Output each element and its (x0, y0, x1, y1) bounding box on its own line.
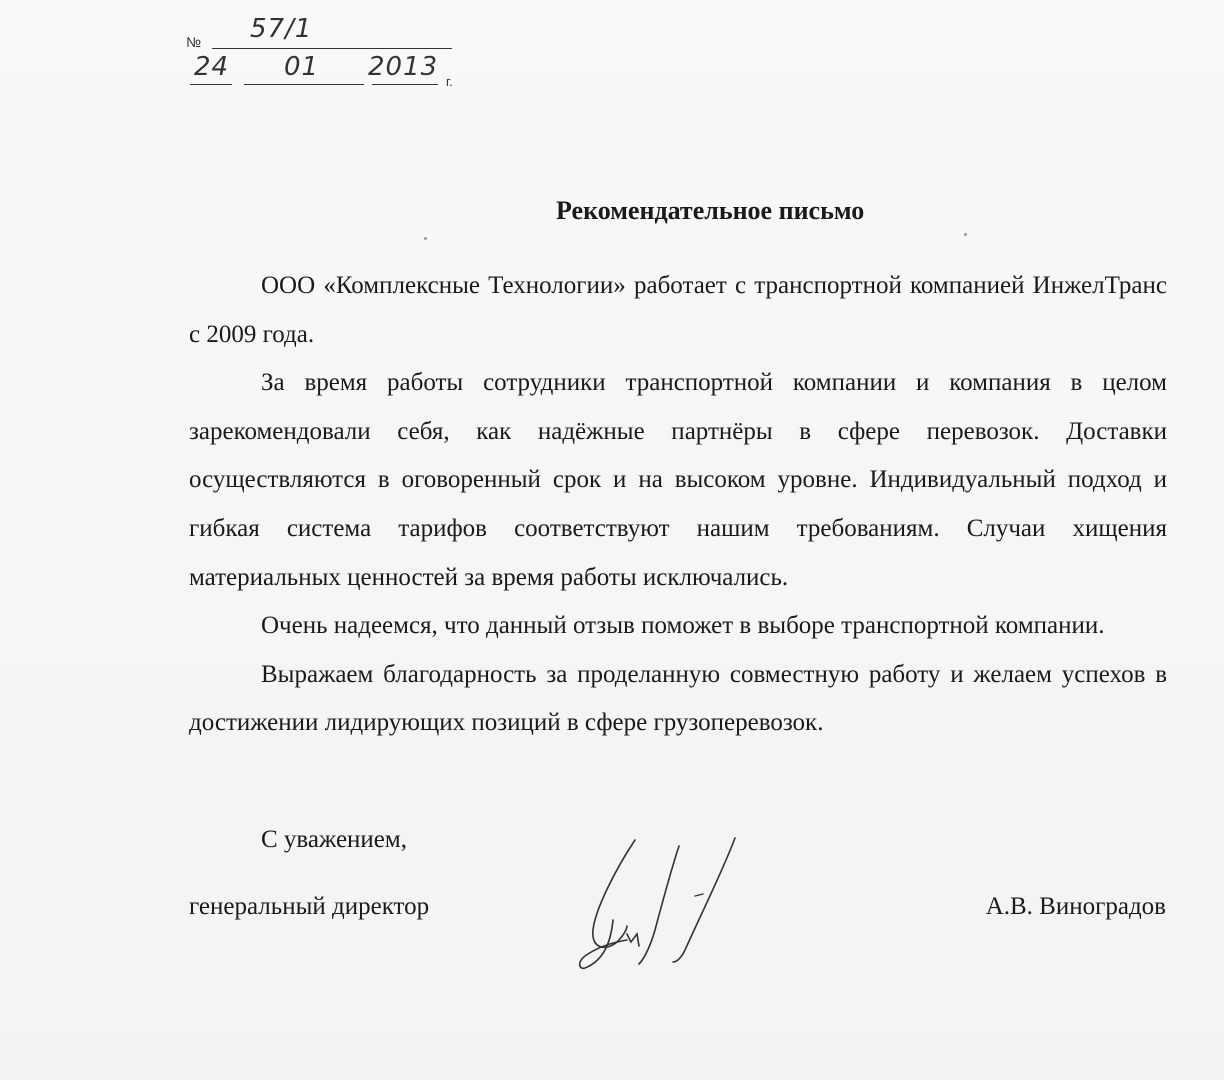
letter-title: Рекомендательное письмо (556, 196, 865, 225)
signature-image (575, 830, 755, 980)
signer-name: А.В. Виноградов (985, 893, 1166, 920)
number-label: № (186, 34, 202, 50)
year-suffix: г. (446, 74, 453, 89)
paragraph: Очень надеемся, что данный отзыв поможет в выборе транспортной компании. (261, 612, 1105, 640)
number-line (212, 48, 452, 49)
paragraph: Выражаем благодарность за проделанную совместную работу и желаем успехов в достижении лидирующих позиций в сфере грузоперевозок. (189, 660, 1167, 737)
registration-block (186, 14, 476, 98)
scan-speck (424, 237, 427, 240)
year-line (372, 84, 438, 85)
date-day: 24 (194, 52, 230, 82)
day-line (190, 84, 232, 85)
letter-body (189, 262, 1167, 748)
date-month: 01 (284, 52, 320, 82)
signer-position: генеральный директор (189, 893, 430, 920)
date-year: 2013 (368, 52, 439, 82)
closing: С уважением, (261, 826, 407, 853)
paragraph: За время работы сотрудники транспортной компании и компания в целом зарекомендовали себя, как надёжные партнёры в сфере перевозок. Доставки осуществляются в оговоренный срок и на высоком уровне. Индивидуальный подход и гибкая система тарифов соответствуют нашим требованиям. Случаи хищения материальных ценностей за время работы исключались. (189, 369, 1167, 591)
month-line (244, 84, 364, 85)
number-value: 57/1 (250, 14, 313, 44)
scan-speck (964, 233, 967, 236)
paragraph: ООО «Комплексные Технологии» работает с транспортной компанией ИнжелТранс с 2009 года. (189, 272, 1167, 348)
